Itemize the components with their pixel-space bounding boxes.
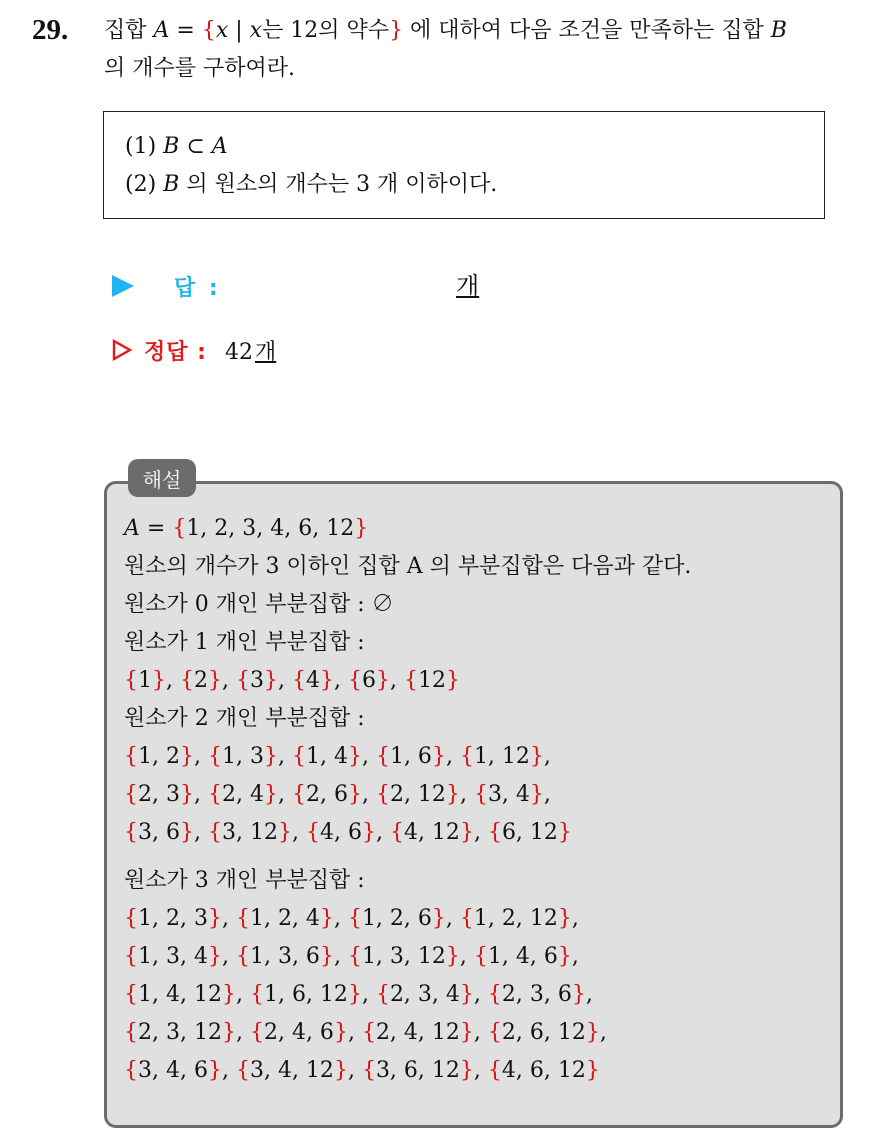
brace-open: { — [235, 944, 250, 969]
brace-close: } — [529, 782, 544, 807]
brace-open: { — [249, 982, 264, 1007]
subset-elements: 1 — [138, 668, 152, 693]
brace-close: } — [152, 668, 166, 693]
subset-elements: 1, 4, 12 — [138, 982, 222, 1007]
brace-close: } — [264, 668, 278, 693]
subset-elements: 3, 6 — [138, 820, 180, 845]
subset-elements: 3, 4, 12 — [249, 1058, 334, 1083]
set-a-symbol: A — [153, 18, 170, 43]
subset-elements: 1, 12 — [473, 744, 530, 769]
solution-body — [124, 510, 834, 1090]
subset-elements: 2, 3 — [138, 782, 180, 807]
subset-elements: 3 — [250, 668, 264, 693]
separator: , — [277, 744, 292, 769]
subset-elements: 1, 4 — [305, 744, 348, 769]
subset-elements: 3, 4, 6 — [138, 1058, 208, 1083]
subsets-size-3-row — [124, 900, 834, 938]
separator: , — [221, 906, 236, 931]
set-cond-var: x — [249, 18, 263, 43]
separator: , — [334, 668, 348, 693]
subsets-size-3-row — [124, 976, 834, 1014]
separator: , — [361, 982, 376, 1007]
brace-close: } — [354, 516, 369, 541]
separator: , — [333, 944, 348, 969]
brace-open: { — [124, 744, 138, 769]
separator: , — [347, 1020, 362, 1045]
brace-close: } — [179, 744, 194, 769]
brace-close: } — [459, 982, 474, 1007]
subset-elements: 3, 6, 12 — [375, 1058, 460, 1083]
solution-heading-3: 원소가 3 개인 부분집합 : — [124, 868, 365, 893]
solution-intro: 원소의 개수가 3 이하인 집합 A 의 부분집합은 다음과 같다. — [124, 554, 692, 579]
brace-close: } — [459, 1058, 474, 1083]
brace-open: { — [487, 820, 502, 845]
correct-answer-row — [112, 332, 276, 368]
condition-1-number: (1) — [125, 134, 164, 159]
subset-elements: 1, 2 — [138, 744, 180, 769]
brace-open: { — [291, 744, 306, 769]
separator: , — [361, 782, 376, 807]
brace-close: } — [347, 982, 362, 1007]
brace-close: } — [431, 744, 446, 769]
subsets-size-1 — [124, 662, 834, 700]
brace-close: } — [529, 744, 544, 769]
brace-open: { — [124, 1058, 138, 1083]
subset-elements: 1, 3 — [221, 744, 264, 769]
brace-close: } — [557, 906, 572, 931]
subset-elements: 1, 2, 4 — [249, 906, 320, 931]
brace-open: { — [124, 782, 138, 807]
brace-close: } — [389, 18, 404, 43]
brace-close: } — [459, 820, 474, 845]
brace-close: } — [263, 782, 278, 807]
separator: , — [235, 1020, 250, 1045]
separator: , — [333, 906, 348, 931]
separator: , — [473, 1058, 488, 1083]
subset-elements: 1, 6 — [389, 744, 432, 769]
condition-2 — [125, 166, 824, 204]
brace-close: } — [319, 906, 334, 931]
brace-open: { — [236, 668, 250, 693]
subset-elements: 1, 3, 4 — [138, 944, 208, 969]
brace-close: } — [585, 1058, 600, 1083]
subset-elements: 2, 4, 6 — [263, 1020, 334, 1045]
brace-open: { — [347, 944, 362, 969]
brace-close: } — [431, 906, 446, 931]
answer-unit: 개 — [456, 272, 480, 300]
condition-1-text: B ⊂ A — [163, 134, 228, 159]
separator: , — [235, 982, 250, 1007]
brace-close: } — [445, 944, 460, 969]
brace-close: } — [557, 944, 572, 969]
separator: , — [291, 820, 306, 845]
separator: , — [543, 782, 551, 807]
brace-close: } — [585, 1020, 600, 1045]
brace-close: } — [319, 944, 334, 969]
brace-close: } — [333, 1058, 348, 1083]
brace-open: { — [180, 668, 194, 693]
subsets-size-2-row — [124, 738, 834, 776]
brace-open: { — [249, 1020, 264, 1045]
separator: , — [473, 820, 488, 845]
answer-row — [112, 268, 221, 304]
solution-heading-0: 원소가 0 개인 부분집합 : ∅ — [124, 592, 394, 617]
brace-open: { — [291, 782, 306, 807]
subset-elements: 1, 4, 6 — [487, 944, 558, 969]
solution-tab: 해설 — [128, 459, 196, 497]
correct-unit: 개 — [254, 339, 277, 365]
brace-open: { — [207, 782, 222, 807]
subsets-size-3 — [124, 900, 834, 1090]
separator: , — [459, 782, 474, 807]
subset-elements: 1, 3, 12 — [361, 944, 446, 969]
subset-elements: 1, 3, 6 — [249, 944, 320, 969]
brace-open: { — [487, 1058, 502, 1083]
separator: , — [277, 782, 292, 807]
brace-close: } — [207, 906, 222, 931]
subsets-size-2-row — [124, 776, 834, 814]
separator: , — [193, 820, 208, 845]
brace-open: { — [292, 668, 306, 693]
subset-elements: 2, 3, 12 — [138, 1020, 222, 1045]
brace-open: { — [124, 906, 138, 931]
question-end: 의 개수를 구하여라. — [104, 56, 295, 81]
subset-elements: 4, 12 — [403, 820, 460, 845]
brace-open: { — [124, 982, 138, 1007]
question-number: 29. — [32, 14, 69, 46]
solution-set-a-eq: = — [139, 516, 173, 541]
set-bar: | — [228, 18, 250, 43]
condition-2-number: (2) — [125, 172, 164, 197]
subset-elements: 6, 12 — [501, 820, 558, 845]
brace-open: { — [172, 516, 187, 541]
subset-elements: 2 — [194, 668, 208, 693]
condition-box — [103, 111, 825, 219]
separator: , — [445, 744, 460, 769]
brace-open: { — [459, 906, 474, 931]
brace-close: } — [347, 744, 362, 769]
set-b-symbol: B — [770, 18, 787, 43]
correct-label: 정답 : — [144, 339, 207, 365]
separator: , — [473, 982, 488, 1007]
question-text — [104, 12, 874, 88]
subset-elements: 2, 6 — [305, 782, 348, 807]
brace-open: { — [124, 944, 138, 969]
separator: , — [347, 1058, 362, 1083]
separator: , — [571, 906, 579, 931]
brace-open: { — [201, 18, 216, 43]
subset-elements: 1, 2, 6 — [361, 906, 432, 931]
separator: , — [278, 668, 292, 693]
brace-close: } — [347, 782, 362, 807]
subset-elements: 3, 4 — [487, 782, 530, 807]
brace-open: { — [487, 1020, 502, 1045]
brace-close: } — [221, 982, 236, 1007]
separator: , — [375, 820, 390, 845]
brace-open: { — [124, 668, 138, 693]
brace-open: { — [404, 668, 418, 693]
separator: , — [193, 782, 208, 807]
subset-elements: 1, 6, 12 — [263, 982, 348, 1007]
brace-open: { — [361, 1020, 376, 1045]
question-lead: 집합 — [104, 18, 154, 43]
brace-open: { — [389, 820, 404, 845]
brace-close: } — [361, 820, 376, 845]
brace-close: } — [571, 982, 586, 1007]
separator: , — [221, 1058, 236, 1083]
brace-close: } — [333, 1020, 348, 1045]
brace-close: } — [263, 744, 278, 769]
subsets-size-3-row — [124, 938, 834, 976]
brace-open: { — [361, 1058, 376, 1083]
brace-open: { — [375, 744, 390, 769]
brace-open: { — [375, 982, 390, 1007]
subset-elements: 2, 6, 12 — [501, 1020, 586, 1045]
set-condition: 는 12의 약수 — [262, 18, 390, 43]
brace-open: { — [305, 820, 320, 845]
subset-elements: 2, 3, 6 — [501, 982, 572, 1007]
condition-1 — [125, 128, 824, 166]
brace-close: } — [221, 1020, 236, 1045]
separator: , — [543, 744, 551, 769]
subset-elements: 12 — [418, 668, 446, 693]
brace-close: } — [445, 782, 460, 807]
brace-open: { — [459, 744, 474, 769]
solution-heading-1: 원소가 1 개인 부분집합 : — [124, 630, 365, 655]
subset-elements: 1, 2, 12 — [473, 906, 558, 931]
subset-elements: 4, 6, 12 — [501, 1058, 586, 1083]
separator: , — [585, 982, 593, 1007]
solution-heading-2: 원소가 2 개인 부분집합 : — [124, 706, 365, 731]
subsets-size-3-row — [124, 1052, 834, 1090]
brace-open: { — [124, 820, 138, 845]
brace-open: { — [207, 820, 222, 845]
brace-close: } — [557, 820, 572, 845]
brace-open: { — [235, 1058, 250, 1083]
brace-close: } — [376, 668, 390, 693]
separator: , — [221, 944, 236, 969]
separator: , — [445, 906, 460, 931]
brace-open: { — [347, 906, 362, 931]
condition-2-var: B — [163, 172, 180, 197]
subset-elements: 2, 4 — [221, 782, 264, 807]
brace-open: { — [375, 782, 390, 807]
separator: , — [599, 1020, 607, 1045]
subset-elements: 4 — [306, 668, 320, 693]
brace-close: } — [179, 782, 194, 807]
brace-open: { — [124, 1020, 138, 1045]
separator: , — [361, 744, 376, 769]
outline-arrow-icon — [112, 339, 132, 361]
subset-elements: 3, 12 — [221, 820, 278, 845]
subset-elements: 2, 3, 4 — [389, 982, 460, 1007]
solution-set-a-elements: 1, 2, 3, 4, 6, 12 — [186, 516, 355, 541]
separator: , — [222, 668, 236, 693]
solution-set-a — [124, 510, 834, 548]
brace-close: } — [277, 820, 292, 845]
subsets-size-2 — [124, 738, 834, 852]
set-var: x — [215, 18, 229, 43]
separator: , — [459, 944, 474, 969]
subset-elements: 6 — [362, 668, 376, 693]
separator: , — [390, 668, 404, 693]
correct-value: 42 — [224, 339, 253, 365]
brace-open: { — [348, 668, 362, 693]
separator: , — [166, 668, 180, 693]
answer-label: 답 : — [174, 275, 221, 301]
brace-close: } — [459, 1020, 474, 1045]
brace-open: { — [487, 982, 502, 1007]
brace-open: { — [473, 944, 488, 969]
separator: , — [571, 944, 579, 969]
correct-value-group — [225, 335, 276, 366]
brace-close: } — [208, 668, 222, 693]
solution-set-a-var: A — [124, 516, 140, 541]
condition-2-text: 의 원소의 개수는 3 개 이하이다. — [179, 172, 498, 197]
equals-sign: = — [169, 18, 202, 43]
separator: , — [193, 744, 208, 769]
separator: , — [473, 1020, 488, 1045]
play-arrow-icon — [112, 275, 134, 297]
question-mid: 에 대하여 다음 조건을 만족하는 집합 — [403, 18, 771, 43]
subsets-size-2-row — [124, 814, 834, 852]
subsets-size-3-row — [124, 1014, 834, 1052]
brace-open: { — [473, 782, 488, 807]
subset-elements: 2, 12 — [389, 782, 446, 807]
brace-close: } — [446, 668, 460, 693]
brace-close: } — [207, 944, 222, 969]
subset-elements: 4, 6 — [319, 820, 362, 845]
brace-open: { — [235, 906, 250, 931]
brace-close: } — [207, 1058, 222, 1083]
subset-elements: 2, 4, 12 — [375, 1020, 460, 1045]
subset-elements: 1, 2, 3 — [138, 906, 208, 931]
brace-close: } — [179, 820, 194, 845]
brace-open: { — [207, 744, 222, 769]
brace-close: } — [320, 668, 334, 693]
